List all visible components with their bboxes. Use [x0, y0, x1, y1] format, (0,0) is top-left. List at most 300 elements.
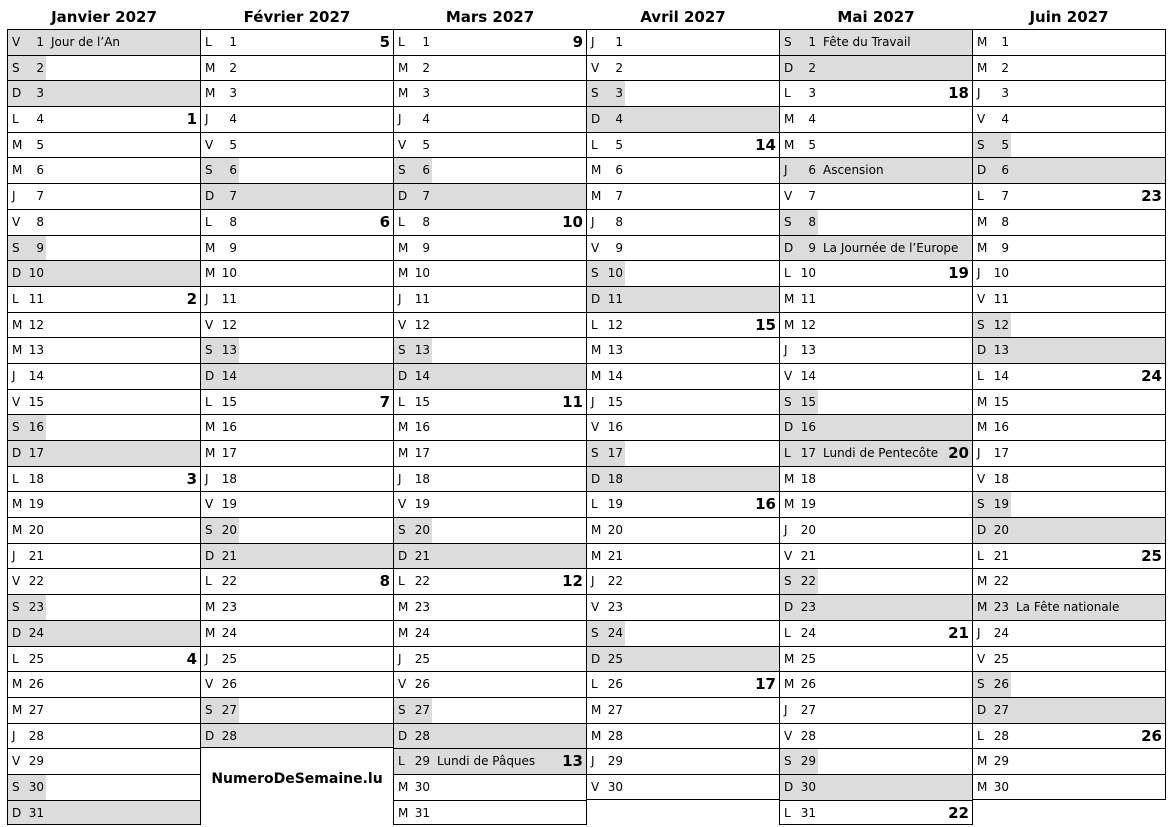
day-number: 20: [607, 523, 623, 538]
day-row: [780, 106, 972, 132]
day-letter: V: [977, 651, 986, 666]
day-number: 18: [800, 471, 816, 486]
day-letter: V: [12, 214, 21, 229]
week-number: 21: [948, 623, 969, 642]
day-number: 9: [422, 240, 430, 255]
month-column: [7, 0, 201, 825]
day-row: [8, 594, 200, 620]
day-number: 13: [221, 343, 237, 358]
day-row: [973, 80, 1165, 106]
day-number: 2: [36, 60, 44, 75]
day-number: 6: [808, 163, 816, 178]
holiday-name: Lundi de Pâques: [437, 754, 536, 769]
month-title: Février 2027: [243, 8, 351, 26]
day-row: [587, 723, 779, 749]
day-row: [587, 363, 779, 389]
day-row: [201, 183, 393, 209]
day-row: [973, 235, 1165, 261]
month-column: [393, 0, 587, 825]
day-row: [587, 491, 779, 517]
day-letter: D: [12, 625, 22, 640]
day-letter: M: [784, 497, 795, 512]
day-row: [587, 235, 779, 261]
day-number: 5: [36, 137, 44, 152]
day-row: [201, 312, 393, 338]
month-column: [200, 0, 394, 748]
day-number: 18: [607, 471, 623, 486]
day-row: [201, 389, 393, 415]
day-letter: S: [784, 214, 792, 229]
day-letter: M: [977, 240, 988, 255]
day-row: [780, 132, 972, 158]
week-number: 11: [562, 392, 583, 411]
day-row: [587, 337, 779, 363]
day-letter: L: [12, 651, 19, 666]
day-letter: M: [12, 677, 23, 692]
day-row: [201, 646, 393, 672]
day-number: 19: [221, 497, 237, 512]
day-letter: S: [784, 394, 792, 409]
week-number: 20: [948, 444, 969, 462]
day-row: [780, 671, 972, 697]
day-letter: M: [12, 523, 23, 538]
day-number: 2: [615, 60, 623, 75]
day-letter: V: [398, 497, 407, 512]
day-letter: M: [784, 471, 795, 486]
holiday-name: Jour de l’An: [51, 35, 121, 49]
day-row: [587, 697, 779, 723]
day-letter: S: [398, 163, 406, 178]
week-number: 23: [1141, 187, 1162, 206]
day-row: [973, 697, 1165, 723]
day-number: 27: [993, 702, 1009, 717]
day-letter: L: [398, 35, 405, 49]
day-row: [201, 132, 393, 158]
day-letter: J: [977, 446, 981, 460]
day-row: [394, 286, 586, 312]
day-row: [201, 723, 393, 749]
day-row: [394, 774, 586, 800]
day-row: [394, 594, 586, 620]
day-row: [973, 440, 1165, 466]
day-number: 4: [808, 112, 816, 127]
day-row: [780, 723, 972, 749]
day-row: [587, 517, 779, 543]
day-letter: V: [977, 112, 986, 127]
day-number: 16: [607, 420, 623, 435]
day-row: [587, 29, 779, 55]
day-row: [973, 466, 1165, 492]
day-number: 7: [808, 189, 816, 204]
day-letter: V: [977, 471, 986, 486]
day-row: [8, 132, 200, 158]
day-number: 3: [36, 86, 44, 101]
day-letter: D: [591, 112, 601, 127]
day-letter: M: [591, 368, 602, 383]
day-letter: V: [591, 420, 600, 435]
day-row: [780, 363, 972, 389]
day-letter: L: [977, 368, 984, 383]
day-number: 12: [221, 317, 237, 332]
day-row: [587, 183, 779, 209]
day-row: [587, 774, 779, 800]
holiday-name: Ascension: [823, 163, 884, 178]
day-row: [201, 157, 393, 183]
day-number: 9: [1001, 240, 1009, 255]
day-letter: L: [784, 86, 791, 101]
day-number: 3: [229, 86, 237, 101]
day-row: [780, 235, 972, 261]
day-row: [394, 260, 586, 286]
day-row: [394, 80, 586, 106]
day-number: 23: [607, 600, 623, 615]
day-number: 16: [28, 420, 44, 435]
day-row: [394, 235, 586, 261]
day-row: [780, 337, 972, 363]
day-letter: L: [977, 548, 984, 563]
day-letter: J: [591, 394, 595, 409]
day-row: [201, 80, 393, 106]
day-row: [780, 55, 972, 81]
day-letter: D: [205, 368, 215, 383]
day-letter: J: [398, 651, 402, 666]
day-number: 30: [800, 779, 816, 794]
day-row: [780, 157, 972, 183]
day-number: 17: [993, 446, 1009, 460]
day-letter: M: [591, 163, 602, 178]
day-letter: S: [977, 317, 985, 332]
day-letter: L: [591, 137, 598, 152]
day-letter: M: [977, 754, 988, 769]
day-number: 16: [414, 420, 430, 435]
day-row: [8, 312, 200, 338]
day-row: [394, 209, 586, 235]
week-number: 12: [562, 572, 583, 591]
day-row: [780, 183, 972, 209]
day-number: 11: [221, 291, 237, 306]
day-number: 8: [808, 214, 816, 229]
day-row: [780, 414, 972, 440]
day-row: [587, 260, 779, 286]
day-number: 29: [800, 754, 816, 769]
day-row: [587, 646, 779, 672]
day-letter: M: [12, 137, 23, 152]
day-number: 21: [414, 548, 430, 563]
day-row: [394, 646, 586, 672]
day-letter: D: [398, 368, 408, 383]
day-row: [8, 697, 200, 723]
day-letter: D: [591, 471, 601, 486]
day-number: 29: [607, 754, 623, 769]
day-letter: S: [784, 35, 792, 49]
day-row: [587, 106, 779, 132]
day-letter: D: [977, 523, 987, 538]
day-number: 8: [36, 214, 44, 229]
day-row: [201, 106, 393, 132]
day-number: 1: [422, 35, 430, 49]
day-number: 13: [800, 343, 816, 358]
day-row: [8, 800, 200, 826]
day-letter: D: [12, 805, 22, 820]
day-letter: D: [205, 548, 215, 563]
day-row: [973, 389, 1165, 415]
day-number: 1: [615, 35, 623, 49]
day-row: [780, 29, 972, 55]
day-letter: S: [205, 702, 213, 717]
day-letter: M: [398, 266, 409, 281]
day-number: 12: [414, 317, 430, 332]
day-letter: D: [591, 291, 601, 306]
day-number: 9: [36, 240, 44, 255]
day-letter: L: [784, 625, 791, 640]
day-number: 7: [36, 189, 44, 204]
day-number: 4: [615, 112, 623, 127]
day-row: [394, 543, 586, 569]
day-row: [8, 286, 200, 312]
day-number: 23: [414, 600, 430, 615]
day-number: 28: [221, 728, 237, 743]
day-row: [201, 466, 393, 492]
day-row: [394, 466, 586, 492]
day-row: [8, 620, 200, 646]
week-number: 19: [948, 264, 969, 283]
day-row: [587, 620, 779, 646]
day-number: 5: [1001, 137, 1009, 152]
day-row: [973, 517, 1165, 543]
day-number: 5: [615, 137, 623, 152]
day-row: [8, 568, 200, 594]
day-number: 12: [28, 317, 44, 332]
day-number: 24: [993, 625, 1009, 640]
day-letter: S: [784, 754, 792, 769]
day-letter: V: [12, 574, 21, 589]
day-number: 29: [28, 754, 44, 769]
day-row: [973, 671, 1165, 697]
holiday-name: La Fête nationale: [1016, 600, 1120, 615]
day-number: 16: [800, 420, 816, 435]
day-row: [973, 620, 1165, 646]
day-letter: J: [977, 625, 981, 640]
day-number: 19: [414, 497, 430, 512]
day-letter: J: [591, 35, 595, 49]
day-letter: S: [12, 240, 20, 255]
day-letter: M: [977, 35, 988, 49]
day-row: [394, 748, 586, 774]
day-letter: M: [398, 60, 409, 75]
day-letter: V: [591, 600, 600, 615]
day-number: 19: [800, 497, 816, 512]
day-number: 20: [800, 523, 816, 538]
day-number: 21: [607, 548, 623, 563]
day-number: 1: [229, 35, 237, 49]
day-row: [201, 440, 393, 466]
day-row: [8, 646, 200, 672]
day-number: 17: [414, 446, 430, 460]
day-number: 27: [221, 702, 237, 717]
day-row: [973, 132, 1165, 158]
day-letter: V: [205, 137, 214, 152]
day-number: 6: [36, 163, 44, 178]
day-row: [8, 183, 200, 209]
day-row: [587, 671, 779, 697]
day-row: [780, 697, 972, 723]
day-row: [973, 594, 1165, 620]
day-row: [780, 312, 972, 338]
day-number: 15: [28, 394, 44, 409]
day-letter: M: [784, 651, 795, 666]
day-letter: D: [12, 266, 22, 281]
day-number: 15: [414, 394, 430, 409]
day-row: [780, 620, 972, 646]
day-row: [780, 209, 972, 235]
day-row: [201, 286, 393, 312]
day-letter: V: [398, 317, 407, 332]
day-row: [587, 312, 779, 338]
day-number: 30: [607, 779, 623, 794]
day-number: 28: [28, 728, 44, 743]
day-row: [780, 748, 972, 774]
day-number: 10: [993, 266, 1009, 281]
day-number: 21: [221, 548, 237, 563]
day-row: [780, 594, 972, 620]
day-letter: J: [12, 189, 16, 204]
week-number: 17: [755, 675, 776, 694]
day-row: [394, 132, 586, 158]
day-letter: L: [398, 394, 405, 409]
week-number: 4: [186, 649, 197, 668]
day-number: 6: [1001, 163, 1009, 178]
day-letter: L: [12, 291, 19, 306]
day-letter: S: [205, 343, 213, 358]
day-letter: S: [591, 625, 599, 640]
day-letter: M: [12, 343, 23, 358]
day-row: [973, 157, 1165, 183]
day-letter: S: [977, 677, 985, 692]
day-row: [394, 517, 586, 543]
day-number: 25: [414, 651, 430, 666]
week-number: 8: [379, 572, 390, 591]
day-letter: V: [784, 728, 793, 743]
day-letter: V: [12, 754, 21, 769]
month-column: [972, 0, 1166, 800]
day-number: 7: [229, 189, 237, 204]
day-row: [973, 748, 1165, 774]
day-letter: M: [784, 677, 795, 692]
day-letter: J: [784, 523, 788, 538]
day-letter: M: [977, 420, 988, 435]
day-letter: D: [398, 548, 408, 563]
day-number: 30: [993, 779, 1009, 794]
day-number: 8: [229, 214, 237, 229]
week-number: 18: [948, 84, 969, 103]
day-row: [780, 517, 972, 543]
day-row: [8, 209, 200, 235]
day-letter: V: [591, 240, 600, 255]
day-number: 26: [993, 677, 1009, 692]
day-number: 5: [808, 137, 816, 152]
day-number: 3: [615, 86, 623, 101]
day-number: 22: [607, 574, 623, 589]
day-row: [780, 774, 972, 800]
day-number: 7: [1001, 189, 1009, 204]
day-number: 9: [808, 240, 816, 255]
day-letter: L: [784, 805, 791, 820]
day-number: 13: [414, 343, 430, 358]
day-number: 27: [607, 702, 623, 717]
day-row: [973, 106, 1165, 132]
day-number: 2: [808, 60, 816, 75]
day-row: [394, 55, 586, 81]
day-row: [973, 774, 1165, 800]
day-row: [201, 620, 393, 646]
day-letter: S: [591, 266, 599, 281]
day-number: 11: [800, 291, 816, 306]
day-number: 15: [800, 394, 816, 409]
day-number: 16: [993, 420, 1009, 435]
day-letter: M: [398, 240, 409, 255]
day-number: 14: [221, 368, 237, 383]
day-row: [394, 157, 586, 183]
day-row: [780, 800, 972, 826]
day-row: [8, 80, 200, 106]
day-row: [587, 132, 779, 158]
day-row: [8, 260, 200, 286]
day-number: 6: [229, 163, 237, 178]
day-number: 18: [414, 471, 430, 486]
day-letter: M: [977, 394, 988, 409]
day-letter: L: [784, 446, 791, 460]
day-row: [8, 55, 200, 81]
day-number: 16: [221, 420, 237, 435]
day-number: 5: [229, 137, 237, 152]
day-letter: M: [398, 86, 409, 101]
week-number: 9: [572, 33, 583, 51]
day-row: [394, 697, 586, 723]
day-number: 23: [221, 600, 237, 615]
day-number: 2: [1001, 60, 1009, 75]
day-number: 18: [28, 471, 44, 486]
day-letter: L: [398, 214, 405, 229]
day-number: 12: [607, 317, 623, 332]
day-number: 17: [607, 446, 623, 460]
day-letter: S: [784, 574, 792, 589]
day-number: 23: [800, 600, 816, 615]
day-number: 26: [28, 677, 44, 692]
day-letter: D: [784, 240, 794, 255]
day-number: 27: [800, 702, 816, 717]
day-number: 14: [607, 368, 623, 383]
day-letter: S: [977, 137, 985, 152]
day-letter: J: [398, 291, 402, 306]
day-letter: D: [784, 779, 794, 794]
day-row: [973, 646, 1165, 672]
day-row: [780, 646, 972, 672]
day-number: 15: [221, 394, 237, 409]
day-row: [201, 209, 393, 235]
day-number: 24: [607, 625, 623, 640]
day-number: 19: [28, 497, 44, 512]
day-letter: J: [205, 112, 209, 127]
day-letter: V: [205, 497, 214, 512]
day-letter: V: [784, 189, 793, 204]
day-row: [8, 29, 200, 55]
day-number: 25: [607, 651, 623, 666]
day-number: 25: [221, 651, 237, 666]
day-letter: M: [205, 600, 216, 615]
week-number: 24: [1141, 366, 1162, 385]
day-number: 26: [414, 677, 430, 692]
day-letter: J: [205, 291, 209, 306]
